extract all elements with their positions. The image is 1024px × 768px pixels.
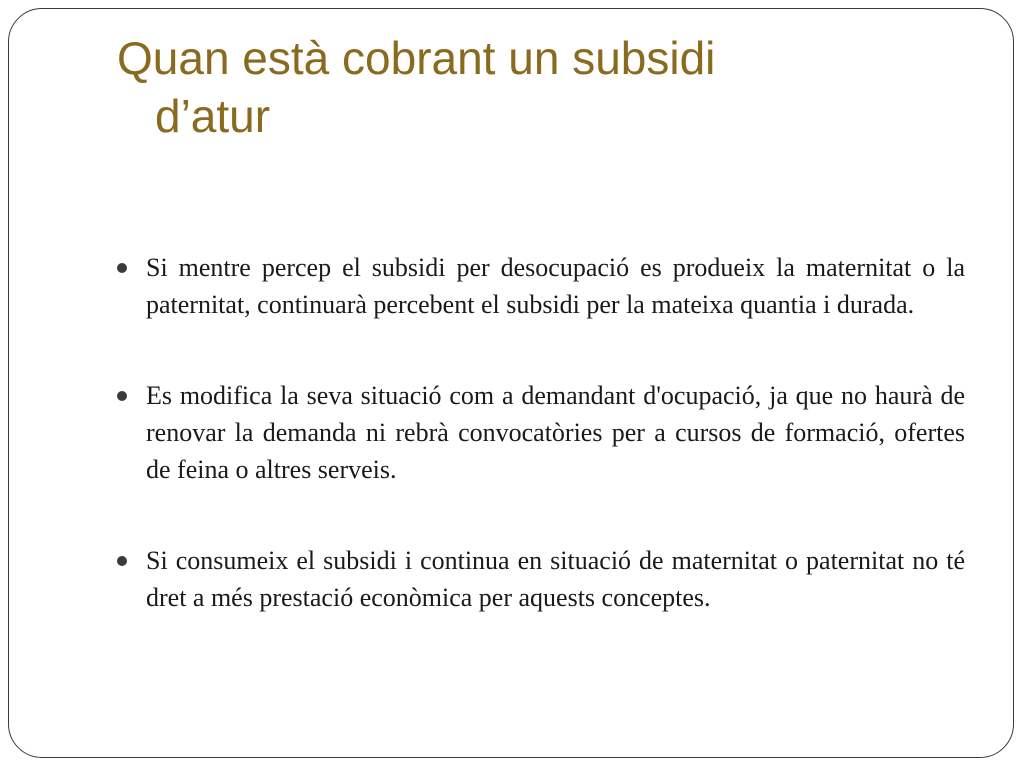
slide-frame bbox=[8, 8, 1014, 758]
bullet-item-2 bbox=[117, 377, 965, 488]
bullet-dot-icon bbox=[117, 263, 127, 273]
slide-title bbox=[117, 29, 957, 145]
bullet-dot-icon bbox=[117, 556, 127, 566]
slide-title-line-1: Quan està cobrant un subsidi bbox=[117, 32, 716, 84]
bullet-item-3 bbox=[117, 542, 965, 616]
bullet-text-3: Si consumeix el subsidi i continua en situació de maternitat o paternitat no té dret a més prestació econòmica per aquests conceptes. bbox=[146, 546, 965, 612]
slide-title-line-2: d’atur bbox=[155, 90, 271, 142]
bullet-text-1: Si mentre percep el subsidi per desocupació es produeix la maternitat o la paternitat, continuarà percebent el subsidi per la mateixa quantia i durada. bbox=[146, 253, 965, 319]
bullet-dot-icon bbox=[117, 391, 127, 401]
bullet-list bbox=[117, 249, 965, 670]
bullet-text-2: Es modifica la seva situació com a demandant d'ocupació, ja que no haurà de renovar la demanda ni rebrà convocatòries per a cursos de formació, ofertes de feina o altres serveis. bbox=[146, 381, 965, 484]
bullet-item-1 bbox=[117, 249, 965, 323]
